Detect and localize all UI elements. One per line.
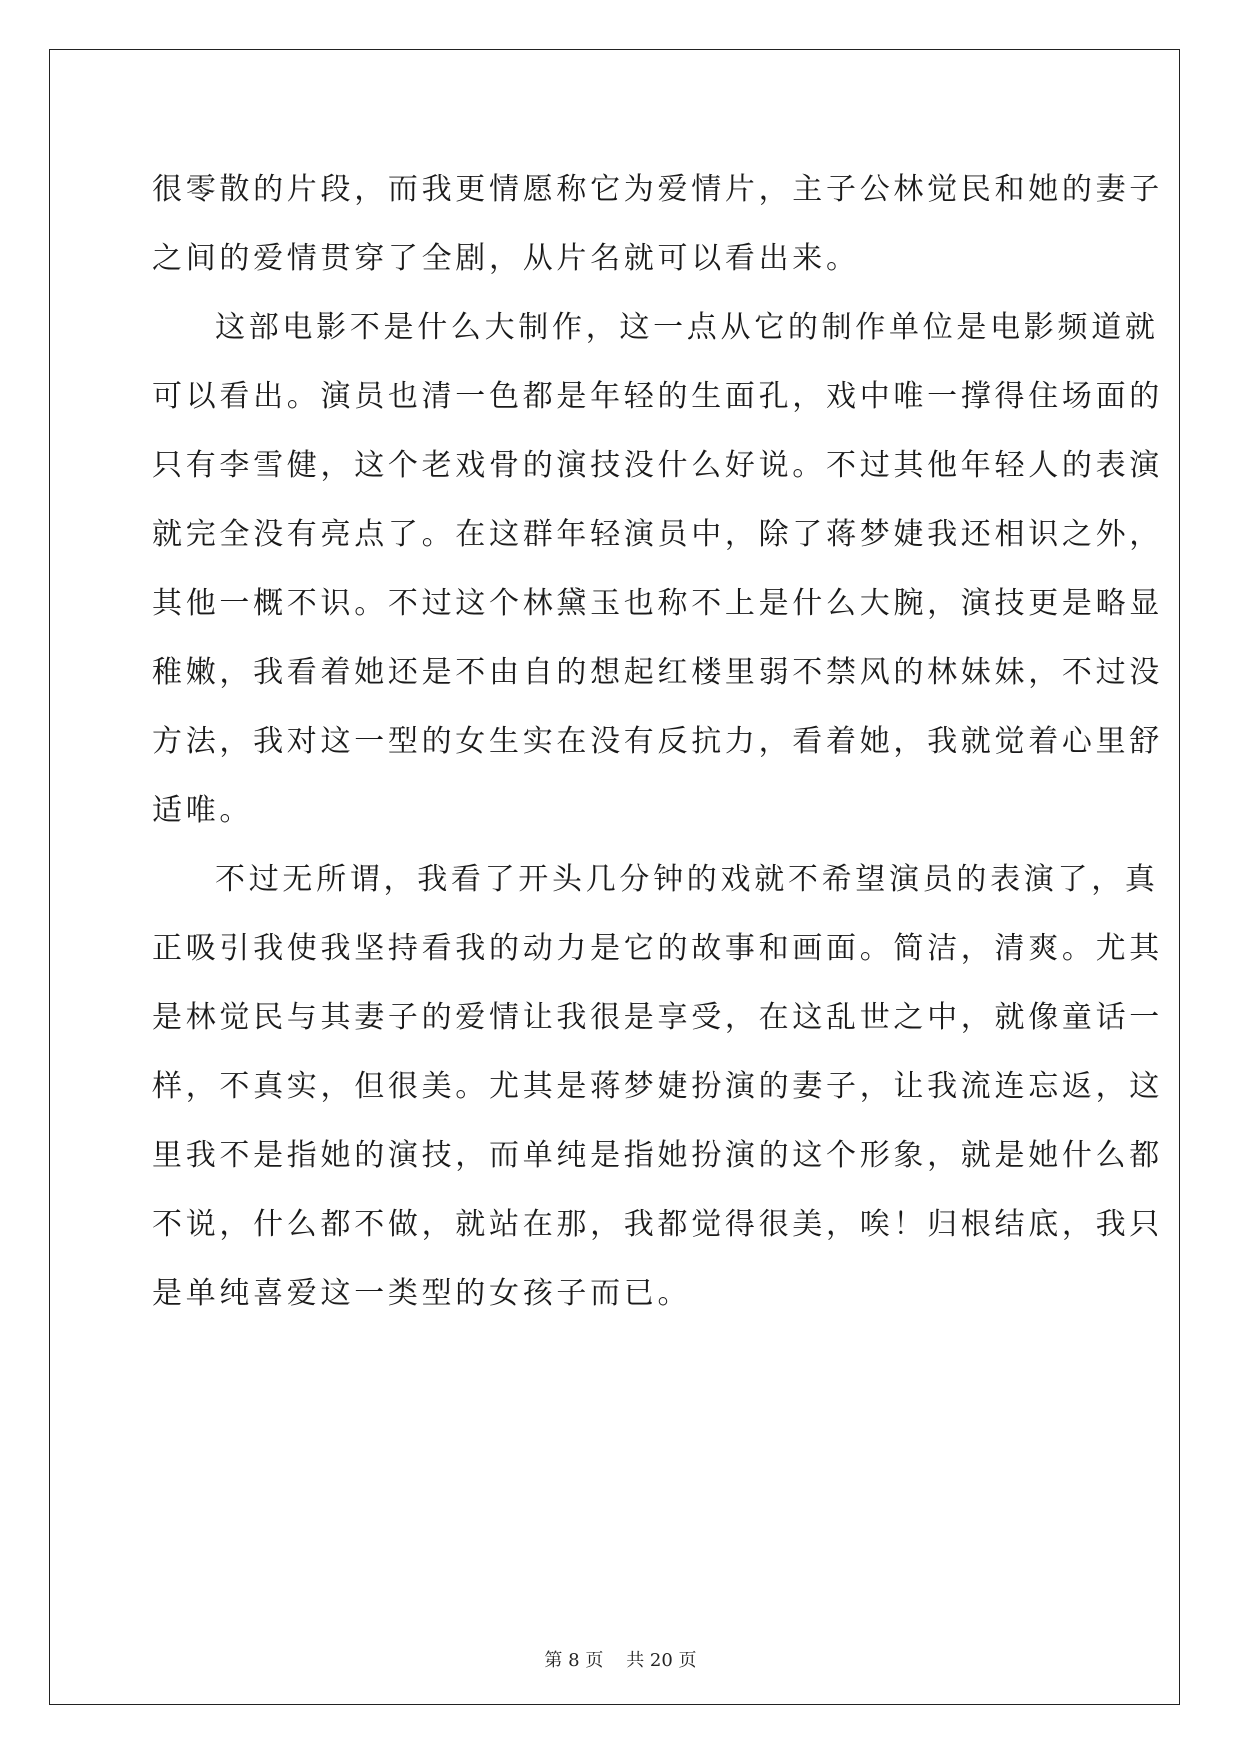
text-line: 适唯。 xyxy=(152,793,254,828)
text-line: 就完全没有亮点了。在这群年轻演员中，除了蒋梦婕我还相识之外， xyxy=(152,517,1163,552)
text-line: 稚嫩，我看着她还是不由自的想起红楼里弱不禁风的林妹妹，不过没 xyxy=(152,655,1163,690)
text-line: 是单纯喜爱这一类型的女孩子而已。 xyxy=(152,1276,692,1311)
text-line: 之间的爱情贯穿了全剧，从片名就可以看出来。 xyxy=(152,241,860,276)
body-text xyxy=(152,155,1163,1328)
page-number: 第 8 页 共 20 页 xyxy=(544,1650,697,1671)
text-line: 这部电影不是什么大制作，这一点从它的制作单位是电影频道就 xyxy=(215,310,1159,345)
text-line: 样，不真实，但很美。尤其是蒋梦婕扮演的妻子，让我流连忘返，这 xyxy=(152,1069,1163,1104)
text-line: 很零散的片段，而我更情愿称它为爱情片，主子公林觉民和她的妻子 xyxy=(152,172,1163,207)
text-line: 不说，什么都不做，就站在那，我都觉得很美，唉！归根结底，我只 xyxy=(152,1207,1163,1242)
text-line: 里我不是指她的演技，而单纯是指她扮演的这个形象，就是她什么都 xyxy=(152,1138,1163,1173)
text-line: 不过无所谓，我看了开头几分钟的戏就不希望演员的表演了，真 xyxy=(215,862,1159,897)
text-line: 方法，我对这一型的女生实在没有反抗力，看着她，我就觉着心里舒 xyxy=(152,724,1163,759)
text-line: 其他一概不识。不过这个林黛玉也称不上是什么大腕，演技更是略显 xyxy=(152,586,1163,621)
text-line: 正吸引我使我坚持看我的动力是它的故事和画面。简洁，清爽。尤其 xyxy=(152,931,1163,966)
text-line: 是林觉民与其妻子的爱情让我很是享受，在这乱世之中，就像童话一 xyxy=(152,1000,1163,1035)
text-line: 只有李雪健，这个老戏骨的演技没什么好说。不过其他年轻人的表演 xyxy=(152,448,1163,483)
text-line: 可以看出。演员也清一色都是年轻的生面孔，戏中唯一撑得住场面的 xyxy=(152,379,1163,414)
